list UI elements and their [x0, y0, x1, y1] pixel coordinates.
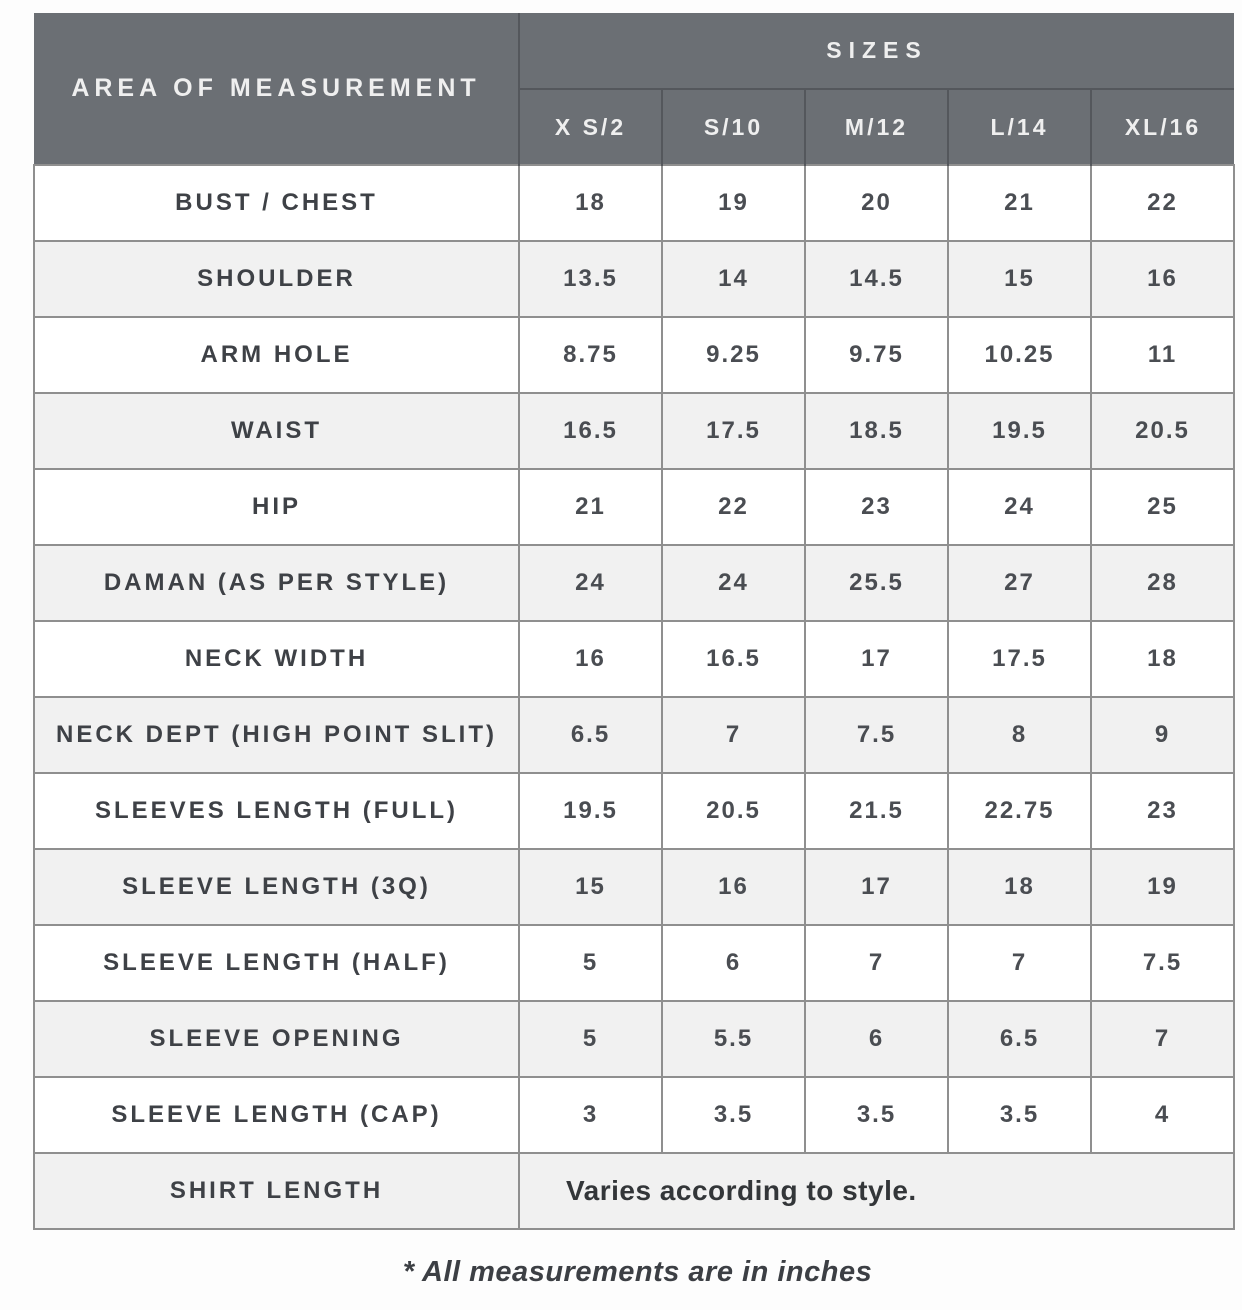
size-value-cell: 16 [662, 849, 805, 925]
table-row [34, 1077, 1234, 1153]
size-value-cell: 7 [1091, 1001, 1234, 1077]
size-value-cell: 6 [805, 1001, 948, 1077]
size-chart-table [33, 13, 1235, 1230]
size-value-cell: 24 [662, 545, 805, 621]
table-row [34, 545, 1234, 621]
size-value-cell: 16.5 [519, 393, 662, 469]
size-value-cell: 3.5 [662, 1077, 805, 1153]
table-row [34, 697, 1234, 773]
size-value-cell: 22.75 [948, 773, 1091, 849]
row-label: SLEEVE LENGTH (HALF) [34, 925, 519, 1001]
size-column-header-xl: XL/16 [1091, 89, 1234, 165]
row-label: BUST / CHEST [34, 165, 519, 241]
size-value-cell: 23 [805, 469, 948, 545]
size-value-cell: 19.5 [519, 773, 662, 849]
table-row [34, 621, 1234, 697]
table-row-shirt-length [34, 1153, 1234, 1229]
sizes-group-header: SIZES [519, 13, 1234, 89]
size-value-cell: 24 [519, 545, 662, 621]
size-value-cell: 28 [1091, 545, 1234, 621]
size-value-cell: 18.5 [805, 393, 948, 469]
size-value-cell: 3 [519, 1077, 662, 1153]
size-value-cell: 20.5 [662, 773, 805, 849]
size-value-cell: 3.5 [805, 1077, 948, 1153]
table-row [34, 849, 1234, 925]
size-column-header-m: M/12 [805, 89, 948, 165]
size-value-cell: 18 [519, 165, 662, 241]
row-label: ARM HOLE [34, 317, 519, 393]
size-value-cell: 6 [662, 925, 805, 1001]
size-value-cell: 17 [805, 621, 948, 697]
size-value-cell: 7 [948, 925, 1091, 1001]
size-value-cell: 21.5 [805, 773, 948, 849]
size-value-cell: 3.5 [948, 1077, 1091, 1153]
size-value-cell: 15 [948, 241, 1091, 317]
size-value-cell: 23 [1091, 773, 1234, 849]
table-row [34, 165, 1234, 241]
size-value-cell: 19 [662, 165, 805, 241]
size-value-cell: 24 [948, 469, 1091, 545]
row-label: SLEEVES LENGTH (FULL) [34, 773, 519, 849]
size-value-cell: 19 [1091, 849, 1234, 925]
size-value-cell: 6.5 [948, 1001, 1091, 1077]
size-value-cell: 7.5 [1091, 925, 1234, 1001]
table-row [34, 1001, 1234, 1077]
row-label: NECK DEPT (HIGH POINT SLIT) [34, 697, 519, 773]
size-column-header-l: L/14 [948, 89, 1091, 165]
size-value-cell: 9.75 [805, 317, 948, 393]
row-label: HIP [34, 469, 519, 545]
size-value-cell: 5 [519, 925, 662, 1001]
table-row [34, 469, 1234, 545]
size-value-cell: 21 [948, 165, 1091, 241]
area-of-measurement-header: AREA OF MEASUREMENT [34, 13, 519, 165]
size-value-cell: 16 [519, 621, 662, 697]
row-label: SHOULDER [34, 241, 519, 317]
size-value-cell: 11 [1091, 317, 1234, 393]
size-value-cell: 13.5 [519, 241, 662, 317]
row-label: SLEEVE LENGTH (3Q) [34, 849, 519, 925]
size-value-cell: 16 [1091, 241, 1234, 317]
table-row [34, 773, 1234, 849]
size-value-cell: 9.25 [662, 317, 805, 393]
row-label: WAIST [34, 393, 519, 469]
size-value-cell: 5.5 [662, 1001, 805, 1077]
size-value-cell: 14 [662, 241, 805, 317]
table-row [34, 925, 1234, 1001]
size-value-cell: 14.5 [805, 241, 948, 317]
measurements-note: * All measurements are in inches [402, 1256, 873, 1288]
size-value-cell: 7.5 [805, 697, 948, 773]
size-value-cell: 18 [948, 849, 1091, 925]
size-value-cell: 10.25 [948, 317, 1091, 393]
size-value-cell: 15 [519, 849, 662, 925]
size-value-cell: 20.5 [1091, 393, 1234, 469]
row-label: NECK WIDTH [34, 621, 519, 697]
size-value-cell: 27 [948, 545, 1091, 621]
size-column-header-xs: X S/2 [519, 89, 662, 165]
size-value-cell: 8.75 [519, 317, 662, 393]
size-value-cell: 7 [662, 697, 805, 773]
size-value-cell: 9 [1091, 697, 1234, 773]
table-row [34, 317, 1234, 393]
size-value-cell: 17 [805, 849, 948, 925]
size-value-cell: 17.5 [948, 621, 1091, 697]
size-value-cell: 19.5 [948, 393, 1091, 469]
size-value-cell: 22 [1091, 165, 1234, 241]
table-row [34, 241, 1234, 317]
size-value-cell: 21 [519, 469, 662, 545]
shirt-length-value: Varies according to style. [519, 1153, 1234, 1229]
size-value-cell: 22 [662, 469, 805, 545]
row-label: DAMAN (AS PER STYLE) [34, 545, 519, 621]
size-value-cell: 6.5 [519, 697, 662, 773]
size-value-cell: 17.5 [662, 393, 805, 469]
size-value-cell: 7 [805, 925, 948, 1001]
size-value-cell: 16.5 [662, 621, 805, 697]
size-value-cell: 25 [1091, 469, 1234, 545]
size-value-cell: 4 [1091, 1077, 1234, 1153]
size-value-cell: 5 [519, 1001, 662, 1077]
size-value-cell: 25.5 [805, 545, 948, 621]
size-column-header-s: S/10 [662, 89, 805, 165]
size-value-cell: 8 [948, 697, 1091, 773]
size-value-cell: 18 [1091, 621, 1234, 697]
row-label: SHIRT LENGTH [34, 1153, 519, 1229]
size-value-cell: 20 [805, 165, 948, 241]
table-row [34, 393, 1234, 469]
row-label: SLEEVE OPENING [34, 1001, 519, 1077]
row-label: SLEEVE LENGTH (CAP) [34, 1077, 519, 1153]
